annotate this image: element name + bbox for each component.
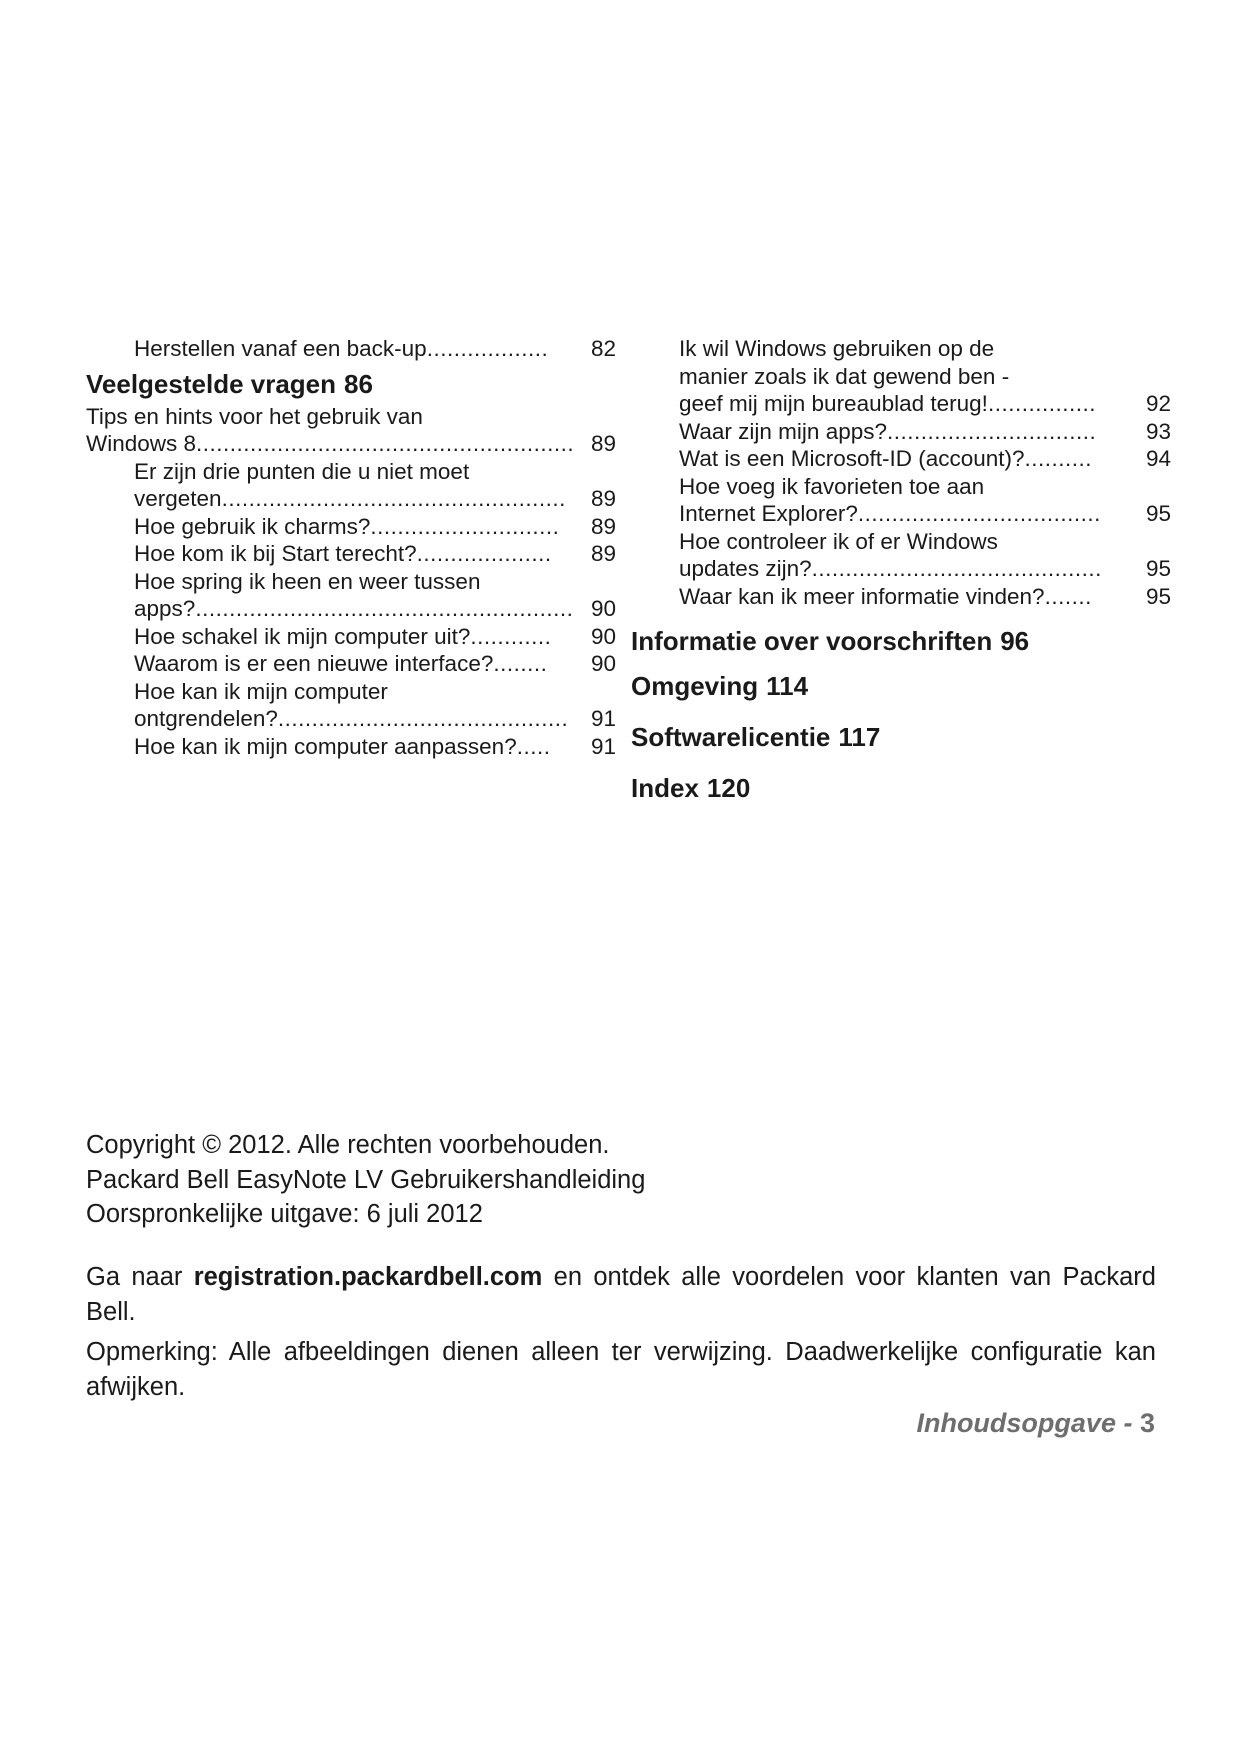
toc-entry-title: Hoe kan ik mijn computer [134,678,388,704]
toc-entry-title-cont: Internet Explorer? [679,501,858,526]
toc-left-column [86,335,616,760]
toc-page-number: 90 [590,651,616,676]
toc-page-number: 89 [590,513,616,539]
toc-entry-title-cont: geef mij mijn bureaublad terug! [679,391,988,416]
toc-heading-title: Veelgestelde vragen [86,368,337,399]
toc-entry[interactable] [134,650,616,678]
dot-leader: ........................................... [277,706,569,731]
toc-entry[interactable] [134,733,616,761]
toc-entry-title: Hoe kom ik bij Start terecht? [134,541,417,566]
toc-entry[interactable] [679,445,1171,473]
dot-leader: .................. [426,336,549,361]
toc-entry[interactable] [134,678,616,733]
toc-page-number: 90 [590,596,616,621]
toc-heading-page: 114 [766,671,809,701]
toc-page-number: 82 [590,336,616,361]
toc-heading-title: Omgeving [631,671,759,701]
toc-heading-page: 117 [838,722,881,752]
toc-entry-title-cont: ontgrendelen? [134,706,278,731]
toc-entry-title: Hoe gebruik ik charms? [134,513,371,539]
dot-leader: ..... [516,733,551,759]
dot-leader: .................................... [857,501,1101,526]
toc-entry-title-cont: vergeten [134,486,222,511]
product-title: Packard Bell EasyNote LV Gebruikershandleiding [86,1165,646,1194]
toc-entry[interactable] [679,473,1171,528]
page-footer [916,1408,1155,1439]
toc-heading-page: 120 [706,773,751,803]
toc-entry-title: Hoe kan ik mijn computer aanpassen? [134,733,517,759]
toc-heading[interactable] [631,626,1171,657]
toc-entry-title: Herstellen vanaf een back-up [134,336,427,361]
toc-heading-title: Informatie over voorschriften [631,626,993,656]
toc-entry-title: Waar zijn mijn apps? [679,418,887,444]
toc-entry[interactable] [134,623,616,651]
toc-entry-title: Waarom is er een nieuwe interface? [134,651,494,676]
toc-entry[interactable] [679,418,1171,446]
toc-heading[interactable] [631,671,1171,702]
toc-page-number: 89 [590,431,616,456]
toc-entry-title: Waar kan ik meer informatie vinden? [679,583,1045,609]
toc-entry[interactable] [134,458,616,513]
toc-page-number: 90 [590,623,616,649]
toc-entry[interactable] [679,528,1171,583]
copyright-line: Copyright © 2012. Alle rechten voorbehouden. [86,1131,610,1159]
toc-heading[interactable] [631,773,1171,804]
toc-page-number: 91 [590,733,616,759]
toc-page-number: 89 [590,486,616,511]
dot-leader: ........................................................ [195,596,574,621]
toc-entry[interactable] [134,335,616,363]
toc-page-number: 93 [1145,418,1171,444]
toc-entry-title: Hoe controleer ik of er Windows [679,528,998,554]
toc-entry[interactable] [679,583,1171,611]
dot-leader: ............................ [370,513,560,539]
registration-suffix: en ontdek alle voordelen voor klanten van Packard Bell. [86,1263,1156,1326]
toc-entry[interactable] [134,568,616,623]
footer-section-title: Inhoudsopgave - [916,1408,1133,1438]
toc-entry[interactable] [679,335,1171,418]
toc-page-number: 95 [1145,556,1171,581]
toc-entry[interactable] [86,403,616,458]
toc-heading-page: 96 [1000,626,1030,656]
copyright-block [86,1128,1156,1232]
dot-leader: ....... [1044,583,1092,609]
toc-heading[interactable] [631,722,1171,753]
toc-entry-title-cont: updates zijn? [679,556,812,581]
toc-entry[interactable] [134,513,616,541]
toc-entry-title: Hoe voeg ik favorieten toe aan [679,473,985,499]
registration-prefix: Ga naar [86,1263,183,1291]
toc-entry-title: Er zijn drie punten die u niet moet [134,458,470,484]
dot-leader: ........................................................ [196,431,575,456]
toc-entry-title: Ik wil Windows gebruiken op de [679,336,995,361]
dot-leader: ................................................... [221,486,566,511]
toc-page-number: 89 [590,541,616,566]
toc-page-number: 95 [1145,583,1171,609]
registration-paragraph [86,1260,1156,1329]
dot-leader: ................ [987,391,1096,416]
footer-page-number: 3 [1139,1408,1155,1438]
registration-link[interactable]: registration.packardbell.com [193,1263,543,1291]
toc-page-number: 94 [1145,446,1171,471]
toc-entry-title: Wat is een Microsoft-ID (account)? [679,446,1025,471]
dot-leader: ........................................... [811,556,1102,581]
toc-entry-title: Hoe spring ik heen en weer tussen [134,568,481,594]
toc-heading-title: Softwarelicentie [631,722,831,752]
toc-page-number: 91 [590,706,616,731]
toc-right-column [631,335,1171,804]
dot-leader: ............................... [887,418,1097,444]
dot-leader: .................... [416,541,552,566]
toc-entry[interactable] [134,540,616,568]
toc-heading-title: Index [631,773,699,803]
dot-leader: ............ [470,623,552,649]
toc-entry-title-cont: apps? [134,596,196,621]
toc-entry-title-cont: manier zoals ik dat gewend ben - [679,363,1010,389]
toc-page-number: 95 [1145,501,1171,526]
toc-heading[interactable] [86,369,616,399]
edition-date: Oorspronkelijke uitgave: 6 juli 2012 [86,1200,483,1228]
toc-entry-title: Tips en hints voor het gebruik van [86,403,423,429]
note-paragraph: Opmerking: Alle afbeeldingen dienen alleen ter verwijzing. Daadwerkelijke configuratie kan afwijken. [86,1338,1156,1401]
toc-entry-title: Hoe schakel ik mijn computer uit? [134,623,471,649]
toc-page-number: 92 [1145,391,1171,416]
dot-leader: .......... [1024,446,1093,471]
dot-leader: ........ [493,651,548,676]
toc-heading-page: 86 [344,368,373,399]
toc-entry-title-cont: Windows 8 [86,431,197,456]
